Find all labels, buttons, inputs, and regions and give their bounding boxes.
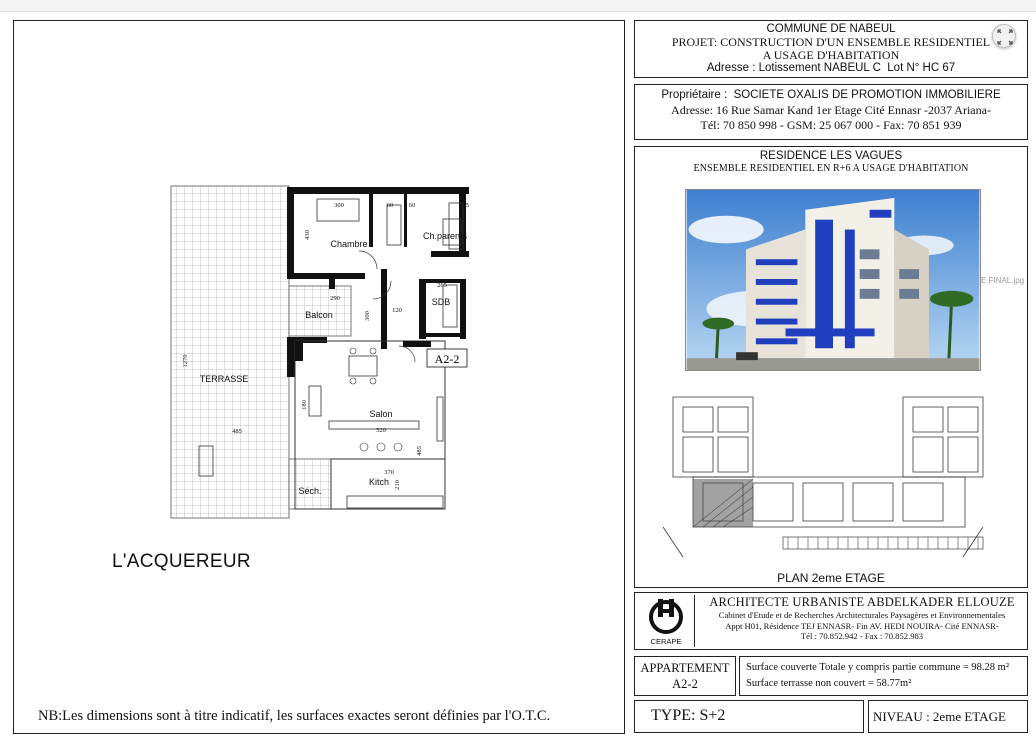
image-file-tag: E FINAL.jpg — [981, 276, 1025, 285]
dim-370: 370 — [384, 469, 394, 476]
architect-line-3: Tél : 70.852.942 - Fax : 70.852.983 — [800, 631, 924, 641]
project-usage: A USAGE D'HABITATION — [762, 48, 900, 62]
room-balcon: Balcon — [305, 310, 333, 320]
owner-address: Adresse: 16 Rue Samar Kand 1er Etage Cité Ennasr -2037 Ariana- — [671, 103, 991, 117]
room-parents: Ch.parents — [422, 231, 467, 241]
acquereur-label: L'ACQUEREUR — [112, 551, 251, 572]
address-label: Adresse : — [706, 62, 756, 74]
dim-290: 290 — [330, 295, 340, 302]
lot-number: Lot N° HC 67 — [887, 62, 956, 74]
residence-subtitle: ENSEMBLE RESIDENTIEL EN R+6 A USAGE D'HABITATION — [693, 163, 969, 174]
surface-covered: Surface couverte Totale y compris partie commune = 98.28 m² — [746, 662, 1009, 673]
terrace-area — [171, 186, 289, 518]
commune-name: COMMUNE DE NABEUL — [766, 23, 896, 35]
cerape-logo — [639, 595, 695, 647]
dim-375: 375 — [459, 202, 469, 209]
dim-520: 520 — [376, 427, 386, 434]
zoom-icon — [993, 25, 1017, 49]
floor-plan — [169, 161, 469, 531]
owner-block — [634, 84, 1028, 140]
dim-265: 265 — [437, 282, 447, 289]
left-panel — [13, 20, 625, 734]
room-kitch: Kitch — [368, 477, 390, 487]
level-block: NIVEAU : 2eme ETAGE — [868, 700, 1028, 733]
dim-60a: 60 — [386, 202, 394, 209]
dim-300b: 300 — [364, 311, 371, 321]
room-chambre: Chambre — [330, 239, 368, 249]
residence-title: RESIDENCE LES VAGUES — [759, 150, 903, 162]
address-value: Lotissement NABEUL C — [758, 62, 881, 74]
sheet-top-strip — [0, 0, 1036, 12]
dim-120: 120 — [392, 307, 402, 314]
apartment-code: A2-2 — [672, 677, 698, 691]
project-header — [634, 20, 1028, 78]
dim-60b: 60 — [408, 202, 416, 209]
dim-210: 210 — [394, 480, 401, 490]
dim-485b: 485 — [416, 446, 423, 456]
dimensions-note: NB:Les dimensions sont à titre indicatif, les surfaces exactes seront définies par l'O.T.C. — [38, 708, 551, 724]
apartment-label: APPARTEMENT — [640, 661, 730, 675]
architect-block — [634, 592, 1028, 650]
cerape-logo-icon — [639, 595, 693, 637]
dim-300: 300 — [334, 202, 344, 209]
room-salon: Salon — [369, 409, 393, 419]
owner-phone: Tél: 70 850 998 - GSM: 25 067 000 - Fax: 70 851 939 — [700, 118, 962, 132]
plan-caption: PLAN 2eme ETAGE — [777, 571, 885, 585]
logo-text: CERAPE — [650, 637, 682, 646]
dim-485: 485 — [232, 428, 242, 435]
owner-line — [635, 88, 1027, 103]
surface-terrace: Surface terrasse non couvert = 58.77m² — [746, 678, 912, 689]
type-block: TYPE: S+2 — [634, 700, 864, 733]
residence-block — [634, 146, 1028, 588]
room-sech: Séch. — [298, 486, 322, 496]
dim-1270: 1270 — [182, 354, 189, 368]
dim-180: 180 — [301, 400, 308, 410]
room-terrasse: TERRASSE — [199, 374, 249, 384]
architect-name: ARCHITECTE URBANISTE ABDELKADER ELLOUZE — [709, 595, 1015, 609]
room-sdb: SDB — [431, 297, 451, 307]
owner-label: Propriétaire : — [661, 89, 728, 101]
dim-430: 430 — [304, 230, 311, 240]
site-plan — [663, 387, 995, 567]
apartment-block — [634, 656, 736, 696]
apartment-tag: A2-2 — [434, 352, 460, 366]
architect-line-1: Cabinet d'Etude et de Recherches Architecturales Paysagères et Environnementales — [718, 610, 1006, 620]
project-title: PROJET: CONSTRUCTION D'UN ENSEMBLE RESIDENTIEL — [671, 35, 991, 49]
owner-name: SOCIETE OXALIS DE PROMOTION IMMOBILIERE — [733, 89, 1001, 101]
zoom-button[interactable] — [992, 24, 1016, 48]
architect-info — [697, 595, 1027, 642]
project-address — [635, 62, 1027, 75]
building-render — [685, 189, 981, 371]
title-block — [631, 20, 1031, 734]
surface-block — [739, 656, 1028, 696]
architect-line-2: Appt H01, Résidence TEJ ENNASR- Fin AV. HEDI NOUIRA- Cité ENNASR- — [725, 620, 999, 631]
